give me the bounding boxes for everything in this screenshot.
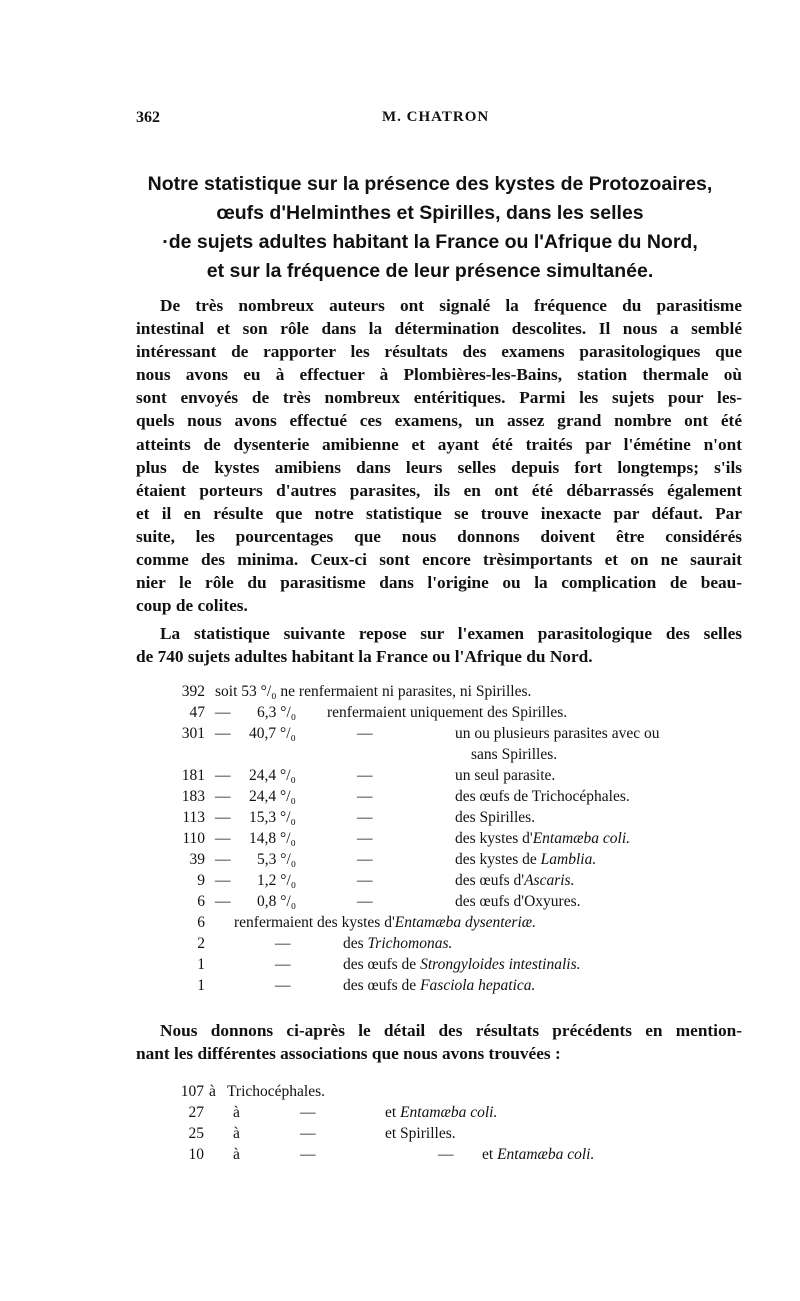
stats-row [0, 872, 800, 892]
dash: — [300, 1104, 316, 1121]
dash: — [357, 788, 373, 805]
count: 1 [197, 956, 205, 973]
dash: — [357, 872, 373, 889]
stats-row [0, 725, 800, 745]
title-line: Notre statistique sur la présence des kystes de Protozoaires, [147, 173, 713, 195]
dash: — [300, 1146, 316, 1163]
count: 9 [197, 872, 205, 889]
count: 392 [181, 683, 205, 700]
percentage: 5,3 °/₀ [257, 851, 297, 868]
title-line: ·de sujets adultes habitant la France ou l'Afrique du Nord, [162, 231, 698, 253]
description-text: renfermaient des kystes d' [234, 914, 395, 931]
text-line: comme des minima. Ceux-ci sont encore trèsimportants et on ne saurait [136, 550, 742, 570]
taxon-name: Entamæba coli. [400, 1104, 498, 1121]
dash: — [357, 809, 373, 826]
description [343, 935, 452, 953]
taxon-name: Lamblia. [540, 851, 597, 868]
description-text: des kystes de [455, 851, 541, 868]
dash: — [215, 872, 231, 889]
description: des œufs de Trichocéphales. [455, 788, 630, 805]
count: 25 [188, 1125, 204, 1142]
percentage: 0,8 °/₀ [257, 893, 297, 910]
association-text [482, 1146, 594, 1164]
count: 2 [197, 935, 205, 952]
taxon-name: Trichomonas. [367, 935, 453, 952]
description-text: des œufs d' [455, 872, 525, 889]
count: 10 [188, 1146, 204, 1163]
running-head: M. CHATRON [382, 109, 490, 125]
stats-row [0, 767, 800, 787]
text-line: étaient porteurs d'autres parasites, ils en ont été débarrassés également [136, 480, 742, 500]
percentage: 24,4 °/₀ [249, 788, 296, 805]
text-line: intéressant de rapporter les résultats des examens parasitologiques que [136, 342, 742, 362]
description [343, 956, 581, 974]
percentage: 40,7 °/₀ [249, 725, 296, 742]
taxon-name: Entamæba coli. [497, 1146, 595, 1163]
association-text: et Spirilles. [385, 1125, 456, 1142]
preposition: à [233, 1104, 240, 1121]
count: 183 [181, 788, 205, 805]
count: 110 [182, 830, 205, 847]
dash: — [215, 830, 231, 847]
stats-row [0, 914, 800, 934]
description [455, 851, 596, 869]
stats-row [0, 977, 800, 997]
text-line: et il en résulte que notre statistique se trouve inexacte par défaut. Par [136, 503, 742, 523]
stats-row [0, 893, 800, 913]
count: 6 [197, 893, 205, 910]
count: 113 [182, 809, 205, 826]
taxon-name: Strongyloides intestinalis. [420, 956, 581, 973]
stats-row [0, 935, 800, 955]
dash: — [215, 851, 231, 868]
percentage: 6,3 °/₀ [257, 704, 297, 721]
count: 107 [180, 1083, 204, 1100]
taxon-name: Ascaris. [524, 872, 575, 889]
description-text: des œufs de [343, 956, 421, 973]
count: 1 [197, 977, 205, 994]
stats-row [0, 788, 800, 808]
row-text: renfermaient uniquement des Spirilles. [327, 704, 568, 721]
percentage: 1,2 °/₀ [257, 872, 297, 889]
association-row [0, 1083, 800, 1103]
stats-row [0, 830, 800, 850]
text-line: sont envoyés de très nombreux entéritiques. Parmi les sujets pour les- [136, 388, 742, 408]
row-text: soit 53 °/₀ ne renfermaient ni parasites, ni Spirilles. [215, 683, 532, 700]
count: 27 [188, 1104, 204, 1121]
preposition: à [233, 1146, 240, 1163]
dash: — [275, 956, 291, 973]
stats-row [0, 956, 800, 976]
dash: — [357, 830, 373, 847]
association-row [0, 1104, 800, 1124]
stats-row [0, 809, 800, 829]
dash: — [215, 788, 231, 805]
description-text: des œufs de [343, 977, 421, 994]
preposition: à [233, 1125, 240, 1142]
association-row [0, 1146, 800, 1166]
percentage: 14,8 °/₀ [249, 830, 296, 847]
dash: — [215, 704, 231, 721]
paragraph-intro [136, 294, 742, 617]
association-text [385, 1104, 497, 1122]
description [343, 977, 535, 995]
stats-row [0, 683, 800, 703]
text-line: plus de kystes amibiens dans leurs selles depuis fort longtemps; s'ils [136, 457, 742, 477]
text-line: nous avons eu à effectuer à Plombières-les-Bains, station thermale où [136, 365, 742, 385]
count: 181 [181, 767, 205, 784]
text-line: nant les différentes associations que nous avons trouvées : [136, 1044, 561, 1064]
page-header [0, 109, 800, 131]
count: 301 [181, 725, 205, 742]
dash: — [275, 935, 291, 952]
count: 47 [189, 704, 205, 721]
count: 6 [197, 914, 205, 931]
description-text: des kystes d' [455, 830, 533, 847]
association-text-part: et [385, 1104, 401, 1121]
taxon-name: Fasciola hepatica. [420, 977, 536, 994]
association-text: Trichocéphales. [227, 1083, 326, 1100]
text-line: quels nous avons effectué ces examens, un assez grand nombre ont été [136, 411, 742, 431]
description: des œufs d'Oxyures. [455, 893, 581, 910]
association-text-part: et [482, 1146, 498, 1163]
text-line: Nous donnons ci-après le détail des résultats précédents en mention- [160, 1021, 742, 1040]
description-text: des [343, 935, 368, 952]
text-line: intestinal et son rôle dans la détermination descolites. Il nous a semblé [136, 319, 742, 339]
dash: — [215, 809, 231, 826]
percentage: 24,4 °/₀ [249, 767, 296, 784]
stats-row [0, 851, 800, 871]
description: un seul parasite. [455, 767, 556, 784]
dash: — [215, 725, 231, 742]
title-line: œufs d'Helminthes et Spirilles, dans les selles [216, 202, 644, 224]
stats-row [0, 746, 800, 766]
dash: — [357, 851, 373, 868]
dash: — [438, 1146, 454, 1163]
dash: — [357, 893, 373, 910]
title-line: et sur la fréquence de leur présence simultanée. [206, 260, 654, 282]
description [455, 872, 574, 890]
percentage: 15,3 °/₀ [249, 809, 296, 826]
count: 39 [189, 851, 205, 868]
text-line: atteints de dysenterie amibienne et ayant été traités par l'émétine n'ont [136, 434, 742, 454]
text-line: de 740 sujets adultes habitant la France ou l'Afrique du Nord. [136, 647, 593, 667]
taxon-name: Entamæba coli. [532, 830, 631, 847]
association-row [0, 1125, 800, 1145]
dash: — [275, 977, 291, 994]
description: un ou plusieurs parasites avec ou [455, 725, 660, 742]
stats-row [0, 704, 800, 724]
dash: — [215, 893, 231, 910]
text-line: nier le rôle du parasitisme dans l'origine ou la complication de beau- [136, 573, 742, 593]
page-number: 362 [136, 109, 160, 126]
text-line: La statistique suivante repose sur l'examen parasitologique des selles [160, 624, 742, 643]
dash: — [357, 767, 373, 784]
preposition: à [209, 1083, 216, 1100]
text-line: suite, les pourcentages que nous donnons doivent être considérés [136, 526, 742, 546]
taxon-name: Entamæba dysenteriæ. [394, 914, 536, 931]
dash: — [215, 767, 231, 784]
description [234, 914, 536, 932]
section-title [120, 170, 740, 286]
text-line: De très nombreux auteurs ont signalé la fréquence du parasitisme [160, 296, 742, 315]
paragraph-associations-intro [136, 1019, 742, 1065]
dash: — [357, 725, 373, 742]
text-line: coup de colites. [136, 596, 248, 616]
description: des Spirilles. [455, 809, 536, 826]
description: sans Spirilles. [471, 746, 558, 763]
dash: — [300, 1125, 316, 1142]
paragraph-statistics-intro [136, 622, 742, 668]
description [455, 830, 630, 848]
